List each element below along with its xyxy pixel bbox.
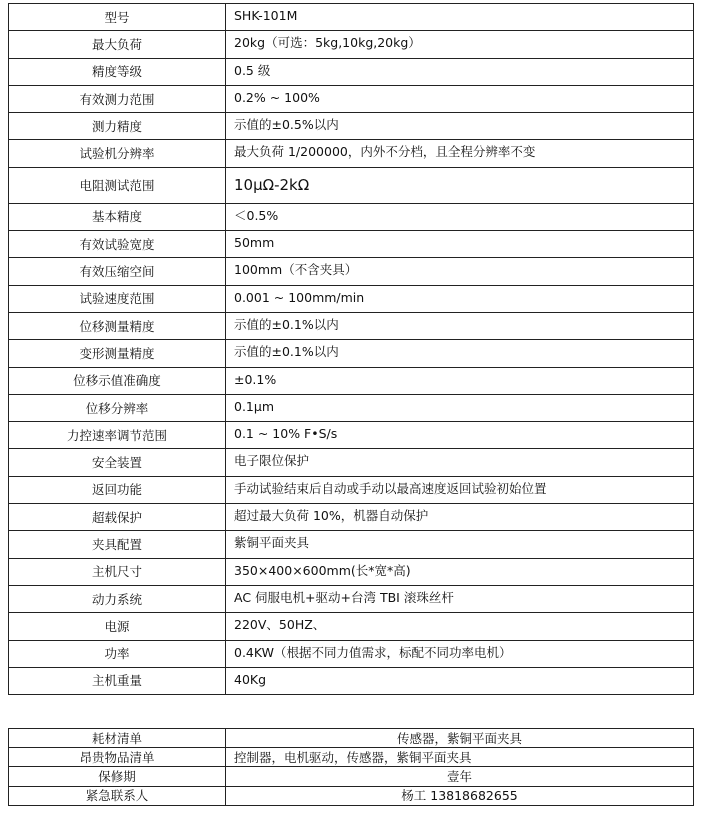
spec-key: 主机重量	[9, 667, 226, 694]
spec-key: 基本精度	[9, 203, 226, 230]
info-value: 控制器，电机驱动，传感器，紫铜平面夹具	[226, 748, 694, 767]
info-value: 传感器，紫铜平面夹具	[226, 729, 694, 748]
spec-key: 力控速率调节范围	[9, 422, 226, 449]
spec-value: 示值的±0.1%以内	[226, 312, 694, 339]
table-row	[9, 167, 694, 203]
table-row	[9, 312, 694, 339]
spec-value: 手动试验结束后自动或手动以最高速度返回试验初始位置	[226, 476, 694, 503]
spec-key: 位移分辨率	[9, 394, 226, 421]
table-row	[9, 85, 694, 112]
spec-key: 有效试验宽度	[9, 231, 226, 258]
spec-key: 位移示值准确度	[9, 367, 226, 394]
table-row	[9, 449, 694, 476]
table-row	[9, 531, 694, 558]
spec-value: SHK-101M	[226, 4, 694, 31]
spec-key: 电阻测试范围	[9, 167, 226, 203]
spec-value: 0.1 ~ 10% F•S/s	[226, 422, 694, 449]
spec-key: 型号	[9, 4, 226, 31]
spec-value: 100mm（不含夹具）	[226, 258, 694, 285]
spec-key: 位移测量精度	[9, 312, 226, 339]
spec-key: 试验机分辨率	[9, 140, 226, 167]
spec-value: 220V、50HZ、	[226, 613, 694, 640]
spec-value: 最大负荷 1/200000，内外不分档，且全程分辨率不变	[226, 140, 694, 167]
spec-key: 夹具配置	[9, 531, 226, 558]
spec-key: 变形测量精度	[9, 340, 226, 367]
info-key: 保修期	[9, 767, 226, 786]
table-row	[9, 786, 694, 805]
spec-value: AC 伺服电机+驱动+台湾 TBI 滚珠丝杆	[226, 585, 694, 612]
table-row	[9, 504, 694, 531]
table-row	[9, 4, 694, 31]
spec-value: 0.1μm	[226, 394, 694, 421]
info-value: 壹年	[226, 767, 694, 786]
table-row	[9, 394, 694, 421]
spec-value: 10μΩ-2kΩ	[226, 167, 694, 203]
table-row	[9, 667, 694, 694]
spec-key: 试验速度范围	[9, 285, 226, 312]
info-key: 昂贵物品清单	[9, 748, 226, 767]
spec-key: 精度等级	[9, 58, 226, 85]
spec-value: ±0.1%	[226, 367, 694, 394]
spec-key: 超载保护	[9, 504, 226, 531]
table-row	[9, 558, 694, 585]
spec-key: 测力精度	[9, 113, 226, 140]
table-row	[9, 748, 694, 767]
table-row	[9, 422, 694, 449]
spec-value: 紫铜平面夹具	[226, 531, 694, 558]
spec-value: 电子限位保护	[226, 449, 694, 476]
table-row	[9, 585, 694, 612]
spec-key: 返回功能	[9, 476, 226, 503]
supply-info-table	[8, 728, 694, 806]
spec-value: ＜0.5%	[226, 203, 694, 230]
table-row	[9, 613, 694, 640]
table-row	[9, 58, 694, 85]
spec-value: 50mm	[226, 231, 694, 258]
spec-key: 电源	[9, 613, 226, 640]
table-row	[9, 729, 694, 748]
spec-key: 动力系统	[9, 585, 226, 612]
table-row	[9, 31, 694, 58]
table-row	[9, 767, 694, 786]
table-row	[9, 640, 694, 667]
spec-key: 安全装置	[9, 449, 226, 476]
info-key: 紧急联系人	[9, 786, 226, 805]
spec-value: 40Kg	[226, 667, 694, 694]
info-value: 杨工 13818682655	[226, 786, 694, 805]
spec-value: 示值的±0.1%以内	[226, 340, 694, 367]
spec-value: 350×400×600mm(长*宽*高)	[226, 558, 694, 585]
spec-key: 功率	[9, 640, 226, 667]
spec-value: 0.4KW（根据不同力值需求，标配不同功率电机）	[226, 640, 694, 667]
table-row	[9, 340, 694, 367]
spec-key: 有效压缩空间	[9, 258, 226, 285]
spec-value: 示值的±0.5%以内	[226, 113, 694, 140]
spec-value: 超过最大负荷 10%，机器自动保护	[226, 504, 694, 531]
table-row	[9, 258, 694, 285]
table-row	[9, 285, 694, 312]
spec-key: 最大负荷	[9, 31, 226, 58]
spec-value: 0.001 ~ 100mm/min	[226, 285, 694, 312]
table-row	[9, 367, 694, 394]
spec-value: 0.2% ~ 100%	[226, 85, 694, 112]
spec-key: 有效测力范围	[9, 85, 226, 112]
spec-table	[8, 3, 694, 695]
table-row	[9, 476, 694, 503]
table-row	[9, 113, 694, 140]
spec-key: 主机尺寸	[9, 558, 226, 585]
spec-value: 0.5 级	[226, 58, 694, 85]
table-row	[9, 140, 694, 167]
info-key: 耗材清单	[9, 729, 226, 748]
spec-value: 20kg（可选：5kg,10kg,20kg）	[226, 31, 694, 58]
table-row	[9, 203, 694, 230]
table-row	[9, 231, 694, 258]
